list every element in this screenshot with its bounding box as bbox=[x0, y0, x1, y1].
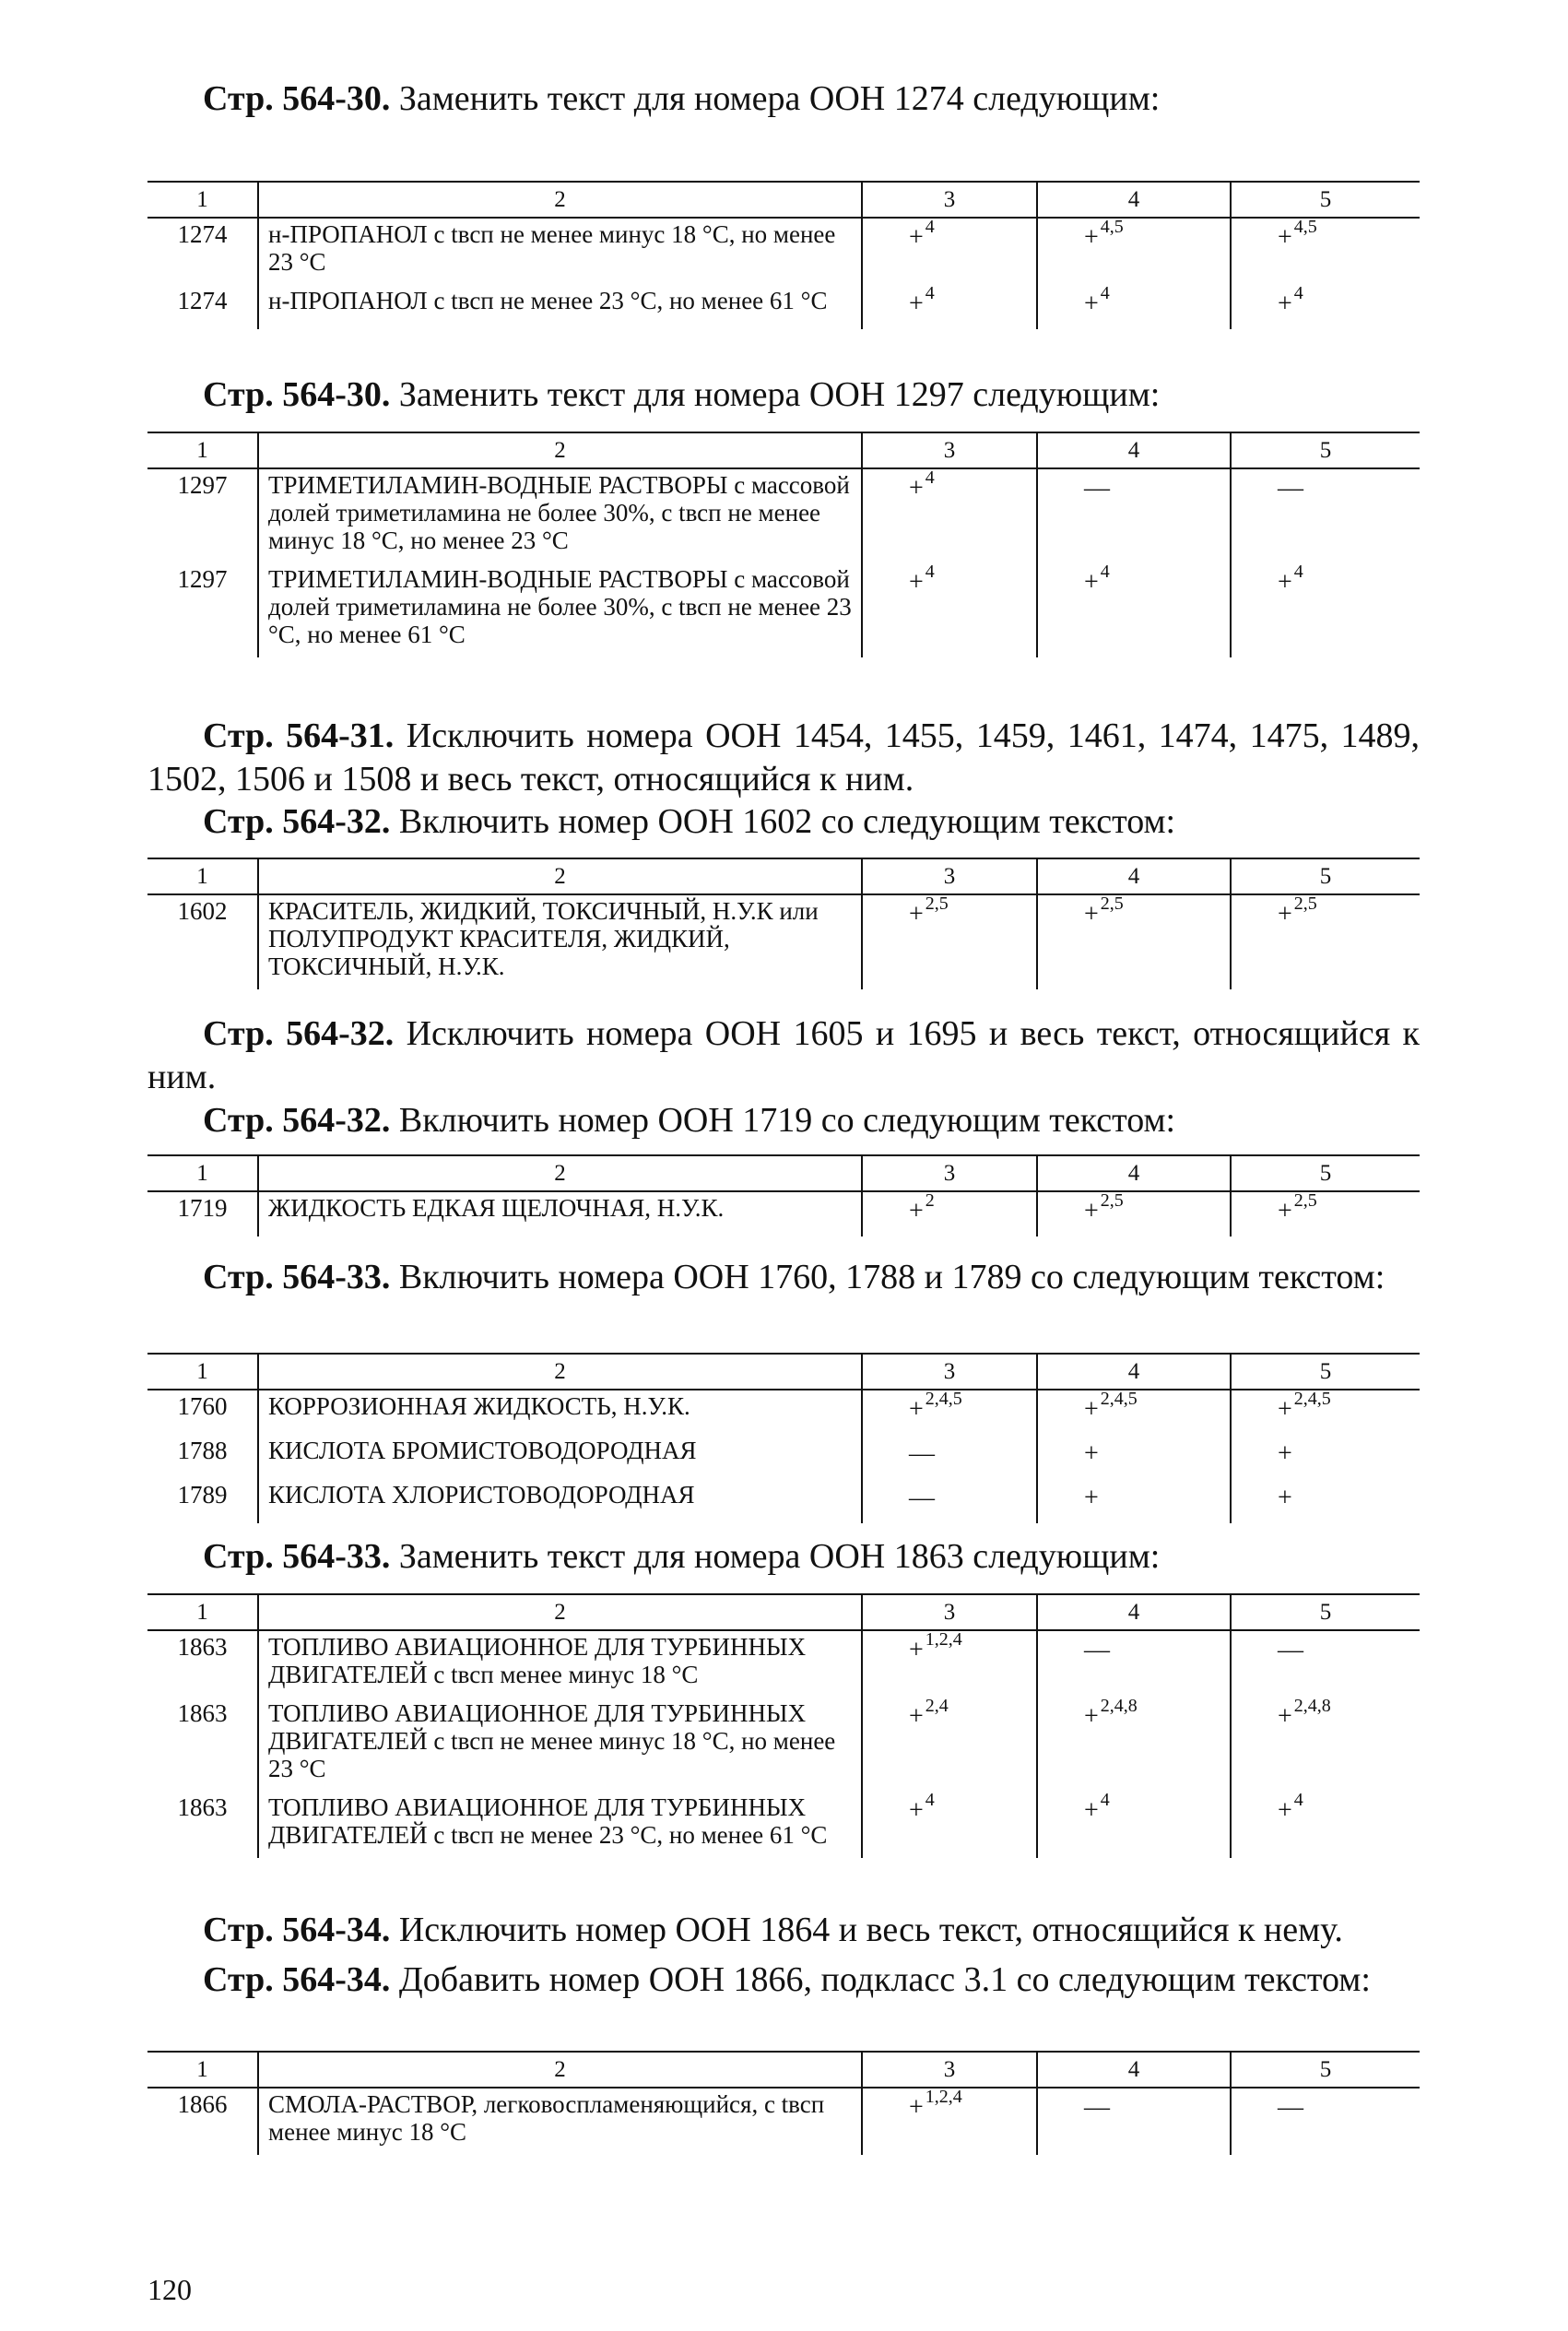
substance-description-cell: ТОПЛИВО АВИАЦИОННОЕ ДЛЯ ТУРБИННЫХ ДВИГАТЕЛЕЙ с tвсп не менее 23 °С, но менее 61 °С bbox=[258, 1792, 862, 1858]
substance-description-cell: ЖИДКОСТЬ ЕДКАЯ ЩЕЛОЧНАЯ, Н.У.К. bbox=[258, 1191, 862, 1236]
mark-cell-c3 bbox=[862, 2088, 1037, 2155]
mark-cell-c5 bbox=[1231, 1390, 1420, 1435]
table-header-row bbox=[147, 1354, 1420, 1390]
substance-description-cell: КОРРОЗИОННАЯ ЖИДКОСТЬ, Н.У.К. bbox=[258, 1390, 862, 1435]
mark-symbol: + bbox=[909, 568, 924, 597]
section-heading-4 bbox=[203, 800, 1420, 844]
mark-symbol: + bbox=[1278, 1197, 1292, 1225]
mark-symbol: + bbox=[1278, 900, 1292, 929]
mark-symbol: — bbox=[1278, 474, 1303, 503]
mark-symbol: + bbox=[1278, 290, 1292, 318]
substance-description-cell: н-ПРОПАНОЛ с tвсп не менее минус 18 °С, но менее 23 °С bbox=[258, 218, 862, 285]
section-text: Включить номер ООН 1719 со следующим текстом: bbox=[398, 1101, 1176, 1140]
column-header: 5 bbox=[1231, 2052, 1420, 2088]
section-ref: Стр. 564-32. bbox=[203, 1014, 395, 1053]
column-header: 3 bbox=[862, 1155, 1037, 1191]
un-number-cell: 1274 bbox=[177, 220, 228, 248]
mark-footnote: 2,5 bbox=[1293, 893, 1317, 914]
mark-symbol: + bbox=[1084, 290, 1099, 318]
mark-symbol: + bbox=[1084, 1395, 1099, 1424]
mark-footnote: 4 bbox=[925, 562, 935, 582]
section-text: Включить номер ООН 1602 со следующим текстом: bbox=[398, 802, 1176, 841]
mark-symbol: — bbox=[1084, 474, 1110, 503]
table-row bbox=[147, 285, 1420, 329]
substance-description-cell: КИСЛОТА БРОМИСТОВОДОРОДНАЯ bbox=[258, 1435, 862, 1479]
mark-cell-c4 bbox=[1037, 285, 1231, 329]
mark-symbol: + bbox=[909, 2093, 924, 2122]
section-paragraph-10 bbox=[147, 1958, 1420, 2002]
mark-footnote: 2,4 bbox=[925, 1696, 949, 1716]
column-header: 5 bbox=[1231, 1155, 1420, 1191]
mark-cell-c4 bbox=[1037, 2088, 1231, 2155]
section-ref: Стр. 564-34. bbox=[203, 1960, 391, 1999]
column-header: 3 bbox=[862, 1594, 1037, 1630]
mark-footnote: 2,5 bbox=[1100, 1190, 1124, 1211]
section-paragraph-3 bbox=[147, 715, 1420, 801]
mark-symbol: + bbox=[1278, 1702, 1292, 1731]
mark-symbol: + bbox=[909, 1197, 924, 1225]
table-row bbox=[147, 1698, 1420, 1792]
mark-symbol: + bbox=[1084, 900, 1099, 929]
mark-footnote: 4 bbox=[1100, 283, 1110, 303]
table-row bbox=[147, 1435, 1420, 1479]
mark-footnote: 2,4,5 bbox=[1100, 1389, 1138, 1409]
substance-description-cell: СМОЛА-РАСТВОР, легковоспламеняющийся, с tвсп менее минус 18 °С bbox=[258, 2088, 862, 2155]
un-number-cell: 1602 bbox=[177, 897, 228, 925]
amendment-table-1866 bbox=[147, 2051, 1420, 2155]
mark-footnote: 2,4,8 bbox=[1293, 1696, 1331, 1716]
mark-symbol: + bbox=[909, 900, 924, 929]
mark-cell-c5 bbox=[1231, 468, 1420, 563]
un-number-cell: 1719 bbox=[177, 1194, 228, 1222]
substance-description-cell: ТРИМЕТИЛАМИН-ВОДНЫЕ РАСТВОРЫ с массовой долей триметиламина не более 30%, с tвсп не менее минус 18 °С, но менее 23 °С bbox=[258, 468, 862, 563]
mark-cell-c3 bbox=[862, 894, 1037, 989]
substance-description-cell: ТОПЛИВО АВИАЦИОННОЕ ДЛЯ ТУРБИННЫХ ДВИГАТЕЛЕЙ с tвсп менее минус 18 °С bbox=[258, 1630, 862, 1698]
mark-cell-c5 bbox=[1231, 1698, 1420, 1792]
mark-footnote: 1,2,4 bbox=[925, 1629, 962, 1650]
table-row bbox=[147, 1792, 1420, 1858]
amendment-table-1760 bbox=[147, 1353, 1420, 1523]
un-number-cell: 1274 bbox=[177, 287, 228, 314]
mark-cell-c4 bbox=[1037, 563, 1231, 657]
mark-cell-c3 bbox=[862, 1479, 1037, 1523]
mark-footnote: 4 bbox=[1100, 562, 1110, 582]
mark-symbol: + bbox=[1084, 223, 1099, 252]
mark-cell-c4 bbox=[1037, 218, 1231, 285]
mark-cell-c3 bbox=[862, 285, 1037, 329]
column-header: 4 bbox=[1037, 1594, 1231, 1630]
mark-cell-c3 bbox=[862, 1630, 1037, 1698]
mark-footnote: 4,5 bbox=[1100, 217, 1124, 237]
mark-symbol: + bbox=[1084, 1796, 1099, 1825]
mark-cell-c5 bbox=[1231, 894, 1420, 989]
column-header: 5 bbox=[1231, 182, 1420, 218]
column-header: 1 bbox=[147, 2052, 258, 2088]
mark-cell-c4 bbox=[1037, 468, 1231, 563]
mark-cell-c5 bbox=[1231, 285, 1420, 329]
section-ref: Стр. 564-34. bbox=[203, 1911, 391, 1949]
mark-cell-c3 bbox=[862, 1698, 1037, 1792]
column-header: 1 bbox=[147, 432, 258, 468]
section-heading-8 bbox=[203, 1535, 1420, 1579]
mark-footnote: 2,4,5 bbox=[1293, 1389, 1331, 1409]
page-number: 120 bbox=[147, 2273, 192, 2306]
column-header: 2 bbox=[258, 1155, 862, 1191]
substance-description-cell: КИСЛОТА ХЛОРИСТОВОДОРОДНАЯ bbox=[258, 1479, 862, 1523]
column-header: 3 bbox=[862, 2052, 1037, 2088]
mark-symbol: + bbox=[1278, 1484, 1292, 1512]
mark-cell-c5 bbox=[1231, 1435, 1420, 1479]
un-number-cell: 1863 bbox=[177, 1633, 228, 1661]
mark-footnote: 4 bbox=[925, 217, 935, 237]
mark-cell-c3 bbox=[862, 1435, 1037, 1479]
mark-symbol: — bbox=[1084, 1636, 1110, 1664]
table-row bbox=[147, 1390, 1420, 1435]
mark-symbol: + bbox=[1084, 1197, 1099, 1225]
mark-cell-c3 bbox=[862, 1191, 1037, 1236]
mark-symbol: + bbox=[1278, 1395, 1292, 1424]
column-header: 2 bbox=[258, 1594, 862, 1630]
un-number-cell: 1297 bbox=[177, 471, 228, 499]
column-header: 3 bbox=[862, 858, 1037, 894]
mark-footnote: 2,5 bbox=[1293, 1190, 1317, 1211]
un-number-cell: 1760 bbox=[177, 1392, 228, 1420]
section-text: Заменить текст для номера ООН 1297 следующим: bbox=[398, 375, 1161, 414]
amendment-table-1863 bbox=[147, 1593, 1420, 1858]
mark-cell-c3 bbox=[862, 218, 1037, 285]
column-header: 1 bbox=[147, 182, 258, 218]
un-number-cell: 1788 bbox=[177, 1437, 228, 1464]
un-number-cell: 1863 bbox=[177, 1793, 228, 1821]
mark-footnote: 2,4,5 bbox=[925, 1389, 962, 1409]
table-row bbox=[147, 2088, 1420, 2155]
section-text: Исключить номера ООН 1605 и 1695 и весь текст, относящийся к ним. bbox=[147, 1014, 1421, 1096]
column-header: 2 bbox=[258, 432, 862, 468]
section-text: Добавить номер ООН 1866, подкласс 3.1 со следующим текстом: bbox=[398, 1960, 1371, 1999]
mark-cell-c4 bbox=[1037, 1698, 1231, 1792]
mark-cell-c4 bbox=[1037, 1630, 1231, 1698]
column-header: 2 bbox=[258, 2052, 862, 2088]
mark-symbol: — bbox=[1278, 1636, 1303, 1664]
mark-symbol: + bbox=[909, 223, 924, 252]
mark-cell-c3 bbox=[862, 1792, 1037, 1858]
table-header-row bbox=[147, 1155, 1420, 1191]
section-heading-9 bbox=[203, 1909, 1420, 1952]
section-text: Заменить текст для номера ООН 1863 следующим: bbox=[398, 1537, 1161, 1576]
mark-footnote: 2,5 bbox=[1100, 893, 1124, 914]
table-row bbox=[147, 894, 1420, 989]
amendment-table-1297 bbox=[147, 432, 1420, 657]
mark-cell-c3 bbox=[862, 468, 1037, 563]
table-header-row bbox=[147, 182, 1420, 218]
column-header: 5 bbox=[1231, 1594, 1420, 1630]
mark-symbol: + bbox=[909, 1395, 924, 1424]
mark-symbol: + bbox=[1278, 1796, 1292, 1825]
column-header: 1 bbox=[147, 1594, 258, 1630]
mark-symbol: + bbox=[909, 290, 924, 318]
un-number-cell: 1863 bbox=[177, 1699, 228, 1727]
mark-symbol: + bbox=[1084, 1439, 1099, 1468]
table-row bbox=[147, 218, 1420, 285]
column-header: 4 bbox=[1037, 858, 1231, 894]
mark-symbol: + bbox=[1278, 568, 1292, 597]
column-header: 5 bbox=[1231, 858, 1420, 894]
un-number-cell: 1789 bbox=[177, 1481, 228, 1509]
mark-cell-c5 bbox=[1231, 2088, 1420, 2155]
mark-footnote: 4 bbox=[1100, 1790, 1110, 1810]
column-header: 2 bbox=[258, 1354, 862, 1390]
section-heading-1 bbox=[203, 77, 1420, 121]
mark-symbol: — bbox=[909, 1439, 935, 1468]
column-header: 3 bbox=[862, 182, 1037, 218]
column-header: 4 bbox=[1037, 432, 1231, 468]
amendment-table-1602 bbox=[147, 858, 1420, 989]
mark-cell-c4 bbox=[1037, 1479, 1231, 1523]
column-header: 5 bbox=[1231, 432, 1420, 468]
mark-cell-c4 bbox=[1037, 894, 1231, 989]
column-header: 1 bbox=[147, 858, 258, 894]
section-ref: Стр. 564-32. bbox=[203, 802, 391, 841]
mark-cell-c5 bbox=[1231, 1792, 1420, 1858]
table-row bbox=[147, 468, 1420, 563]
column-header: 4 bbox=[1037, 182, 1231, 218]
table-row bbox=[147, 1630, 1420, 1698]
substance-description-cell: н-ПРОПАНОЛ с tвсп не менее 23 °С, но менее 61 °С bbox=[258, 285, 862, 329]
column-header: 1 bbox=[147, 1354, 258, 1390]
mark-cell-c5 bbox=[1231, 1479, 1420, 1523]
mark-cell-c4 bbox=[1037, 1390, 1231, 1435]
mark-symbol: + bbox=[1084, 1484, 1099, 1512]
column-header: 4 bbox=[1037, 1155, 1231, 1191]
mark-symbol: + bbox=[1278, 1439, 1292, 1468]
section-text: Заменить текст для номера ООН 1274 следующим: bbox=[398, 79, 1161, 118]
mark-footnote: 4 bbox=[1293, 562, 1303, 582]
section-ref: Стр. 564-30. bbox=[203, 375, 391, 414]
mark-footnote: 2,4,8 bbox=[1100, 1696, 1138, 1716]
mark-symbol: — bbox=[1084, 2093, 1110, 2122]
section-ref: Стр. 564-32. bbox=[203, 1101, 391, 1140]
amendment-table-1719 bbox=[147, 1154, 1420, 1236]
mark-footnote: 4 bbox=[925, 283, 935, 303]
table-header-row bbox=[147, 2052, 1420, 2088]
mark-footnote: 2 bbox=[925, 1190, 935, 1211]
table-header-row bbox=[147, 1594, 1420, 1630]
section-ref: Стр. 564-33. bbox=[203, 1537, 391, 1576]
column-header: 4 bbox=[1037, 1354, 1231, 1390]
amendment-table-1274 bbox=[147, 181, 1420, 329]
mark-cell-c4 bbox=[1037, 1191, 1231, 1236]
substance-description-cell: ТОПЛИВО АВИАЦИОННОЕ ДЛЯ ТУРБИННЫХ ДВИГАТЕЛЕЙ с tвсп не менее минус 18 °С, но менее 23 °С bbox=[258, 1698, 862, 1792]
column-header: 2 bbox=[258, 182, 862, 218]
mark-symbol: + bbox=[1084, 1702, 1099, 1731]
substance-description-cell: ТРИМЕТИЛАМИН-ВОДНЫЕ РАСТВОРЫ с массовой долей триметиламина не более 30%, с tвсп не менее 23 °С, но менее 61 °С bbox=[258, 563, 862, 657]
column-header: 2 bbox=[258, 858, 862, 894]
section-ref: Стр. 564-31. bbox=[203, 716, 395, 755]
table-row bbox=[147, 1191, 1420, 1236]
mark-cell-c5 bbox=[1231, 1630, 1420, 1698]
column-header: 3 bbox=[862, 1354, 1037, 1390]
column-header: 1 bbox=[147, 1155, 258, 1191]
mark-cell-c3 bbox=[862, 563, 1037, 657]
column-header: 3 bbox=[862, 432, 1037, 468]
mark-symbol: — bbox=[909, 1484, 935, 1512]
mark-footnote: 4 bbox=[1293, 1790, 1303, 1810]
column-header: 4 bbox=[1037, 2052, 1231, 2088]
section-paragraph-7 bbox=[147, 1256, 1420, 1299]
mark-footnote: 4 bbox=[925, 467, 935, 488]
mark-symbol: + bbox=[909, 1702, 924, 1731]
mark-cell-c5 bbox=[1231, 218, 1420, 285]
mark-footnote: 4,5 bbox=[1293, 217, 1317, 237]
section-paragraph-5 bbox=[147, 1012, 1420, 1099]
mark-symbol: — bbox=[1278, 2093, 1303, 2122]
mark-symbol: + bbox=[909, 474, 924, 503]
section-ref: Стр. 564-30. bbox=[203, 79, 391, 118]
section-text: Включить номера ООН 1760, 1788 и 1789 со следующим текстом: bbox=[398, 1258, 1385, 1296]
table-header-row bbox=[147, 858, 1420, 894]
table-header-row bbox=[147, 432, 1420, 468]
un-number-cell: 1297 bbox=[177, 565, 228, 593]
section-heading-2 bbox=[203, 373, 1420, 417]
section-ref: Стр. 564-33. bbox=[203, 1258, 391, 1296]
table-row bbox=[147, 563, 1420, 657]
mark-symbol: + bbox=[909, 1636, 924, 1664]
mark-footnote: 4 bbox=[1293, 283, 1303, 303]
mark-footnote: 2,5 bbox=[925, 893, 949, 914]
section-text: Исключить номер ООН 1864 и весь текст, относящийся к нему. bbox=[398, 1911, 1343, 1949]
mark-symbol: + bbox=[1084, 568, 1099, 597]
column-header: 5 bbox=[1231, 1354, 1420, 1390]
substance-description-cell: КРАСИТЕЛЬ, ЖИДКИЙ, ТОКСИЧНЫЙ, Н.У.К или ПОЛУПРОДУКТ КРАСИТЕЛЯ, ЖИДКИЙ, ТОКСИЧНЫЙ, Н.У.К. bbox=[258, 894, 862, 989]
mark-cell-c4 bbox=[1037, 1792, 1231, 1858]
section-heading-6 bbox=[203, 1099, 1420, 1142]
section-text: Исключить номера ООН 1454, 1455, 1459, 1461, 1474, 1475, 1489, 1502, 1506 и 1508 и весь текст, относящийся к ним. bbox=[147, 716, 1421, 799]
table-row bbox=[147, 1479, 1420, 1523]
mark-symbol: + bbox=[1278, 223, 1292, 252]
mark-footnote: 4 bbox=[925, 1790, 935, 1810]
mark-cell-c3 bbox=[862, 1390, 1037, 1435]
mark-cell-c4 bbox=[1037, 1435, 1231, 1479]
mark-symbol: + bbox=[909, 1796, 924, 1825]
un-number-cell: 1866 bbox=[177, 2090, 228, 2118]
mark-footnote: 1,2,4 bbox=[925, 2087, 962, 2107]
mark-cell-c5 bbox=[1231, 563, 1420, 657]
mark-cell-c5 bbox=[1231, 1191, 1420, 1236]
